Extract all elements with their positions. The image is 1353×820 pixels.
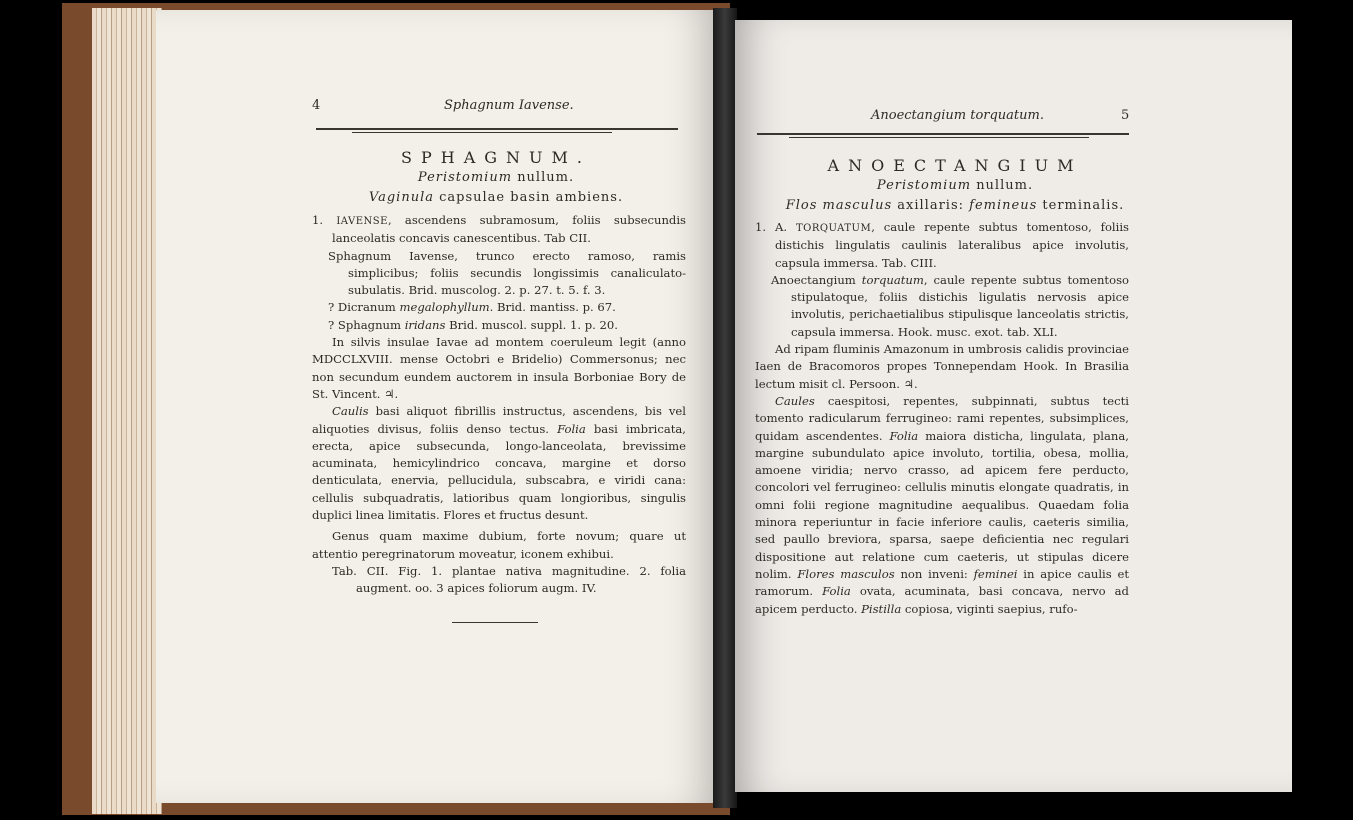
page-edges xyxy=(92,8,162,814)
genus-title: SPHAGNUM. xyxy=(401,148,591,167)
peristomium-line: Peristomium nullum. xyxy=(417,170,575,185)
flos-line: Flos masculus axillaris: femineus terminalis. xyxy=(785,198,1125,213)
description-paragraph: Caulis basi aliquot fibrillis instructus, ascendens, bis vel aliquoties divisus, foliis denso tectus. Folia basi imbricata, erecta, apice subsecunda, longo-lanceolata, brevissime acuminata, hemicylindrico concava, margine et dorso denticulata, enervia, pellucidula, subscabra, e viridi cana: cellulis subquadratis, latioribus quam longioribus, singulis duplici linea limitatis. Flores et fructus desunt. xyxy=(312,404,686,523)
species-entry: 1. IAVENSE, ascendens subramosum, foliis subsecundis lanceolatis concavis canescentibus. Tab CII. xyxy=(312,213,686,246)
remark-paragraph: Genus quam maxime dubium, forte novum; quare ut attentio peregrinatorum moveatur, iconem exhibui. xyxy=(312,529,686,561)
running-head: Anoectangium torquatum. xyxy=(871,108,1044,123)
header-rule-thin xyxy=(789,137,1089,138)
end-rule xyxy=(452,622,538,623)
genus-title: ANOECTANGIUM xyxy=(827,156,1083,175)
right-page xyxy=(735,20,1292,792)
header-rule xyxy=(316,128,678,130)
synonym: Sphagnum Iavense, trunco erecto ramoso, ramis simplicibus; foliis secundis longissimis canaliculato-subulatis. Brid. muscolog. 2. p. 27. t. 5. f. 3. xyxy=(328,248,686,298)
plate-caption: Tab. CII. Fig. 1. plantae nativa magnitudine. 2. folia augment. oo. 3 apices foliorum augm. IV. xyxy=(332,563,686,596)
page-number: 4 xyxy=(312,98,321,113)
habitat-paragraph: Ad ripam fluminis Amazonum in umbrosis calidis provinciae Iaen de Bracomoros propes Tonnependam Hook. In Brasilia lectum misit cl. Persoon. ♃. xyxy=(755,342,1129,391)
header-rule-thin xyxy=(352,132,612,133)
left-page xyxy=(156,10,716,803)
habitat-paragraph: In silvis insulae Iavae ad montem coeruleum legit (anno MDCCLXVIII. mense Octobri e Bridelio) Commersonus; nec non secundum eundem auctorem in insula Borboniae Bory de St. Vincent. ♃. xyxy=(312,335,686,401)
description-paragraph: Caules caespitosi, repentes, subpinnati, subtus tecti tomento radicularum ferrugineo: rami repentes, subsimplices, quidam ascendentes. Folia maiora disticha, lingulata, plana, margine subundulato apice involuto, tortilia, obesa, mollia, amoene viridia; nervo crasso, ad apicem fere perducto, concolori vel ferrugineo: cellulis minutis elongate quadratis, in omni folii regione magnitudine aequalibus. Quaedam folia minora reperiuntur in facie inferiore caulis, caeteris similia, sed paullo breviora, sparsa, saepe deficientia nec regulari dispositione aut relatione cum caeteris, ut stipulas dicere nolim. Flores masculos non inveni: feminei in apice caulis et ramorum. Folia ovata, acuminata, basi concava, nervo ad apicem perducto. Pistilla copiosa, viginti saepius, rufo- xyxy=(755,393,1129,616)
gutter xyxy=(713,8,737,808)
header-rule xyxy=(757,133,1129,135)
synonym: ? Sphagnum iridans Brid. muscol. suppl. 1. p. 20. xyxy=(328,317,618,332)
peristomium-line: Peristomium nullum. xyxy=(876,178,1034,193)
right-body-text xyxy=(755,219,1129,618)
synonym: Anoectangium torquatum, caule repente subtus tomentoso stipulatoque, foliis distichis ligulatis nervosis apice involutis, perichaetialibus stipulisque lanceolatis strictis, capsula immersa. Hook. musc. exot. tab. XLI. xyxy=(771,272,1129,339)
page-number: 5 xyxy=(1121,108,1130,123)
vaginula-line: Vaginula capsulae basin ambiens. xyxy=(368,190,624,205)
left-body-text xyxy=(312,212,686,598)
synonym: ? Dicranum megalophyllum. Brid. mantiss. p. 67. xyxy=(328,300,616,315)
running-head: Sphagnum Iavense. xyxy=(444,98,574,113)
species-entry: 1. A. TORQUATUM, caule repente subtus tomentoso, foliis distichis lingulatis caulinis lateralibus apice involutis, capsula immersa. Tab. CIII. xyxy=(755,220,1130,270)
